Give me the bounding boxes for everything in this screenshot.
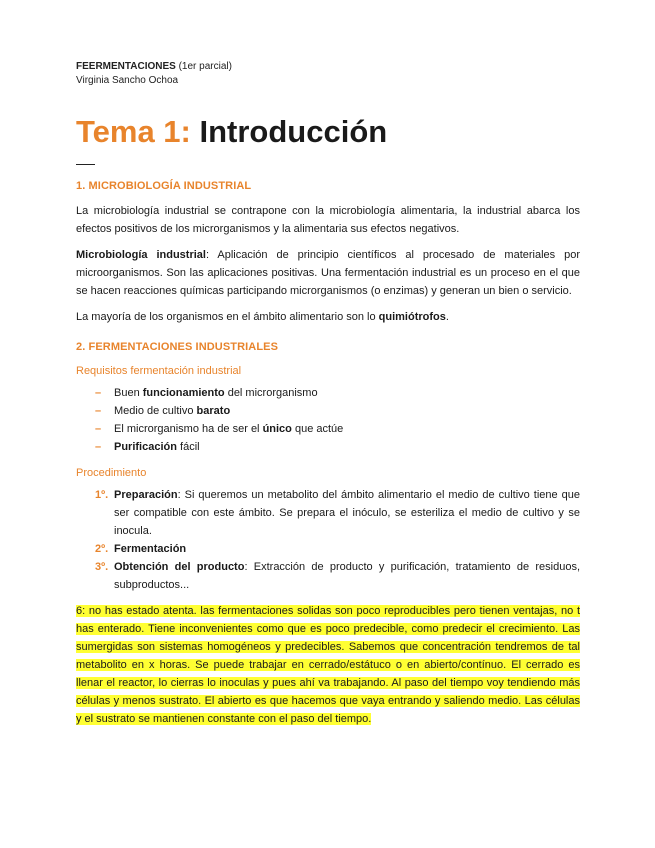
item-text: Medio de cultivo — [114, 405, 197, 417]
item-bold: funcionamiento — [142, 387, 225, 399]
step-title: Preparación — [114, 489, 178, 501]
item-text: El microrganismo ha de ser el — [114, 423, 263, 435]
section-1-paragraph-1: La microbiología industrial se contrapone con la microbiología alimentaria, la industrial abarca los efectos positivos de los microrganismos y la alimentaria sus efectos negativos. — [76, 205, 580, 235]
course-suffix: (1er parcial) — [175, 61, 232, 72]
dash-bullet: – — [95, 423, 102, 435]
highlighted-text: 6: no has estado atenta. las fermentaciones solidas son poco reproducibles pero tienen ventajas, no t has enterado. Tiene inconvenientes como que es poco predecible, como predecir el crecimiento. Las sumergidas son sistemas homogéneos y predecibles. Sabemos que concentración tendremos de tal metabolito en x horas. Se puede trabajar en cerrado/estátuco o en abierto/contínuo. El cerrado es llenar el reactor, lo cierras lo inoculas y pues ahí va trabajando. Al paso del tiempo voy tendiendo más células y menos sustrato. El abierto es que hacemos que vaya entrando y saliendo medio. Las células y el sustrato se mantienen constante con el paso del tiempo. — [76, 605, 580, 725]
page-title — [76, 114, 580, 150]
step-title: Fermentación — [114, 543, 187, 555]
list-item — [76, 540, 580, 558]
item-bold: Purificación — [114, 441, 177, 453]
title-name: Introducción — [199, 114, 388, 149]
section-1-paragraph-2 — [76, 246, 580, 300]
item-text: fácil — [176, 441, 200, 453]
dash-bullet: – — [95, 405, 102, 417]
author-name: Virginia Sancho Ochoa — [76, 75, 179, 86]
item-bold: único — [262, 423, 292, 435]
course-name: FEERMENTACIONES — [76, 61, 176, 72]
section-2-heading: 2. FERMENTACIONES INDUSTRIALES — [76, 341, 279, 353]
step-number: 2º. — [95, 543, 109, 555]
document-page — [76, 60, 580, 728]
paragraph-3-end: . — [445, 311, 449, 323]
dash-bullet: – — [95, 441, 102, 453]
list-item — [76, 486, 580, 540]
procedure-list — [76, 486, 580, 594]
item-text: del microrganismo — [224, 387, 318, 399]
step-text: : Extracción de producto y purificación, tratamiento de residuos, subproductos... — [114, 561, 580, 591]
dash-bullet: – — [95, 387, 102, 399]
section-1-heading: 1. MICROBIOLOGÍA INDUSTRIAL — [76, 180, 252, 192]
step-number: 3º. — [95, 561, 109, 573]
item-text: Buen — [114, 387, 143, 399]
paragraph-3-text: La mayoría de los organismos en el ámbito alimentario son lo — [76, 311, 379, 323]
requirements-list — [76, 384, 580, 456]
paragraph-3-bold: quimiótrofos — [378, 311, 446, 323]
list-item — [76, 384, 580, 402]
step-number: 1º. — [95, 489, 109, 501]
document-header — [76, 60, 580, 88]
course-line — [76, 60, 580, 74]
step-title: Obtención del producto — [114, 561, 245, 573]
definition-text: : Aplicación de principio científicos al procesado de materiales por microorganismos. Son las aplicaciones positivas. Una fermentación industrial es un proceso en el que se hacen reacciones químicas participando microrganismos (o enzimas) y generan un bien o servicio. — [76, 249, 581, 297]
step-text: : Si queremos un metabolito del ámbito alimentario el medio de cultivo tiene que ser compatible con este ámbito. Se prepara el inóculo, se esteriliza el medio de cultivo y se inocula. — [114, 489, 580, 537]
list-item — [76, 420, 580, 438]
section-1-paragraph-3 — [76, 308, 580, 326]
definition-term: Microbiología industrial — [76, 249, 206, 261]
list-item — [76, 438, 580, 456]
list-item — [76, 558, 580, 594]
title-divider — [76, 164, 95, 165]
requirements-subheading: Requisitos fermentación industrial — [76, 365, 242, 377]
item-bold: barato — [196, 405, 231, 417]
list-item — [76, 402, 580, 420]
procedure-subheading: Procedimiento — [76, 467, 147, 479]
highlighted-note — [76, 602, 580, 728]
title-number: Tema 1: — [76, 114, 191, 149]
item-text: que actúe — [291, 423, 344, 435]
